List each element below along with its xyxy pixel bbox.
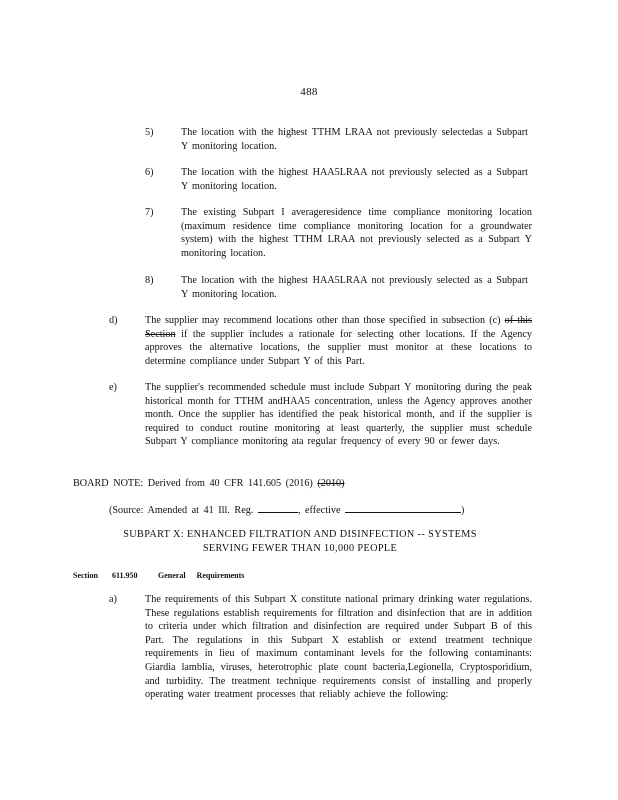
list-item-text: The existing Subpart I averageresidence time compliance monitoring location (maximum residence time compliance monitoring location for a groundwater system) with the highest TTHM LRAA not previously selected as a Subpart Y monitoring location. (181, 207, 532, 259)
list-item-label: e) (109, 382, 117, 393)
list-item-label: 5) (145, 127, 154, 138)
source-note: (Source: Amended at 41 Ill. Reg. , effective ) (109, 505, 465, 516)
list-item-text: The location with the highest HAA5LRAA not previously selected as a Subpart Y monitoring location. (181, 275, 528, 300)
section-title: General Requirements (158, 571, 245, 580)
list-item-label: 6) (145, 167, 154, 178)
list-item-text: The supplier's recommended schedule must include Subpart Y monitoring during the peak historical month for TTHM andHAA5 concentration, unless the Agency approves another month. Once the supplier has identified the peak historical month, and if the supplier is required to conduct routine monitoring at least quarterly, the supplier must schedule Subpart Y compliance monitoring ata regular frequency of every 90 or fewer days. (145, 382, 532, 448)
struck-text: (2010) (317, 478, 345, 489)
struck-text: of this Section (145, 315, 532, 340)
list-item-label: 8) (145, 275, 154, 286)
blank-line (345, 503, 461, 513)
blank-line (258, 503, 298, 513)
list-item-label: 7) (145, 207, 154, 218)
board-note: BOARD NOTE: Derived from 40 CFR 141.605 (2016) (2010) (73, 478, 345, 489)
list-item-label: d) (109, 315, 118, 326)
section-label: Section (73, 571, 98, 580)
list-item-text: The supplier may recommend locations other than those specified in subsection (c) of this Section if the supplier includes a rationale for selecting other locations. If the Agency approves the alternative locations, the supplier must monitor at these locations to determine compliance under Subpart Y of this Part. (145, 315, 532, 367)
subpart-heading: SUBPART X: ENHANCED FILTRATION AND DISINFECTION -- SYSTEMS SERVING FEWER THAN 10,000 PEOPLE (123, 529, 477, 554)
page-number: 488 (300, 86, 318, 98)
list-item-text: The location with the highest TTHM LRAA not previously selectedas a Subpart Y monitoring location. (181, 127, 528, 152)
list-item-label: a) (109, 594, 117, 605)
section-number: 611.950 (112, 571, 138, 580)
list-item-text: The requirements of this Subpart X constitute national primary drinking water regulations. These regulations establish requirements for filtration and disinfection that are in addition to criteria under which filtration and disinfection are required under Subpart B of this Part. The regulations in this Subpart X establish or extend treatment technique requirements in lieu of maximum contaminant levels for the following contaminants: Giardia lamblia, viruses, heterotrophic plate count bacteria,Legionella, Cryptosporidium, and turbidity. The treatment technique requirements consist of installing and properly operating water treatment processes that reliably achieve the following: (145, 594, 532, 701)
list-item-text: The location with the highest HAA5LRAA not previously selected as a Subpart Y monitoring location. (181, 167, 528, 192)
